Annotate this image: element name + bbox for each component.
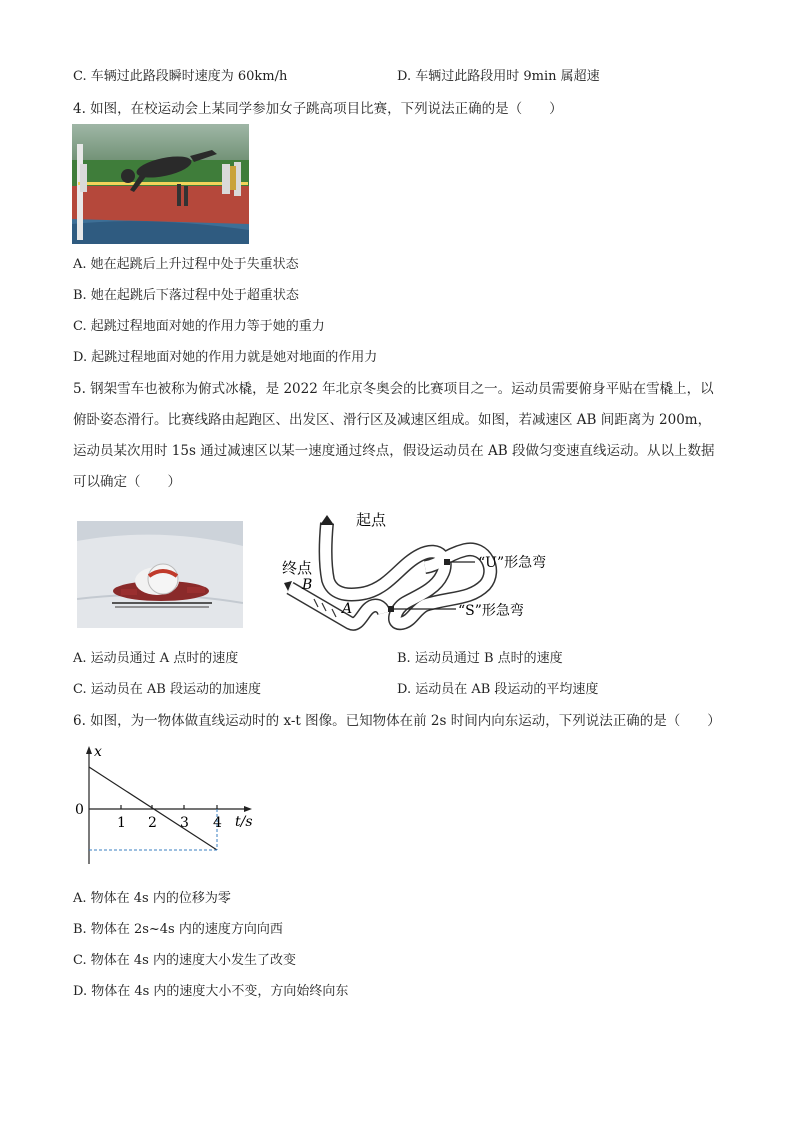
start-label: 起点 — [356, 511, 387, 529]
skeleton-sled-photo — [77, 521, 243, 628]
q5-option-b: B. 运动员通过 B 点时的速度 — [397, 651, 563, 666]
q6-option-d: D. 物体在 4s 内的速度大小不变，方向始终向东 — [73, 984, 349, 999]
skeleton-sled-illustration — [77, 521, 243, 628]
q5-stem-line-3: 运动员某次用时 15s 通过减速区以某一速度通过终点，假设运动员在 AB 段做匀变速直线运动。从以上数据 — [73, 443, 715, 459]
s-turn-label: “S”形急弯 — [458, 603, 524, 619]
tick-label-2: 2 — [148, 815, 157, 831]
y-axis-label: x — [94, 744, 102, 760]
high-jump-photo — [72, 124, 249, 244]
q4-stem: 4. 如图，在校运动会上某同学参加女子跳高项目比赛，下列说法正确的是（ ） — [73, 101, 563, 117]
q4-option-b: B. 她在起跳后下落过程中处于超重状态 — [73, 288, 299, 303]
high-jump-illustration — [72, 124, 249, 244]
q4-option-d: D. 起跳过程地面对她的作用力就是她对地面的作用力 — [73, 350, 378, 365]
end-label: 终点 — [282, 559, 313, 577]
q6-stem: 6. 如图，为一物体做直线运动时的 x-t 图像。已知物体在前 2s 时间内向东运动，下列说法正确的是（ ） — [73, 713, 721, 729]
q4-option-c: C. 起跳过程地面对她的作用力等于她的重力 — [73, 319, 325, 334]
q5-stem-line-2: 俯卧姿态滑行。比赛线路由起跑区、出发区、滑行区及减速区组成。如图，若减速区 AB 间距离为 200m， — [73, 412, 712, 428]
x-axis-label: t/s — [235, 814, 253, 830]
q5-option-a: A. 运动员通过 A 点时的速度 — [73, 651, 239, 666]
q6-option-b: B. 物体在 2s~4s 内的速度方向向西 — [73, 922, 283, 937]
point-b-label: B — [302, 577, 313, 593]
tick-label-3: 3 — [180, 815, 189, 831]
q5-stem-line-1: 5. 钢架雪车也被称为俯式冰橇，是 2022 年北京冬奥会的比赛项目之一。运动员需要俯身平贴在雪橇上，以 — [73, 381, 714, 397]
tick-label-4: 4 — [213, 815, 222, 831]
point-a-label: A — [342, 601, 353, 617]
tick-label-1: 1 — [117, 815, 126, 831]
q5-option-c: C. 运动员在 AB 段运动的加速度 — [73, 682, 261, 697]
sled-track-diagram — [270, 505, 570, 640]
prev-option-c: C. 车辆过此路段瞬时速度为 60km/h — [73, 69, 288, 84]
prev-option-d: D. 车辆过此路段用时 9min 属超速 — [397, 69, 600, 84]
q5-stem-line-4: 可以确定（ ） — [73, 474, 181, 490]
x-t-graph — [72, 742, 262, 870]
origin-label: 0 — [75, 802, 84, 818]
u-turn-label: “U”形急弯 — [478, 555, 547, 571]
q6-option-c: C. 物体在 4s 内的速度大小发生了改变 — [73, 953, 296, 968]
q5-option-d: D. 运动员在 AB 段运动的平均速度 — [397, 682, 599, 697]
q6-option-a: A. 物体在 4s 内的位移为零 — [73, 891, 231, 906]
q4-option-a: A. 她在起跳后上升过程中处于失重状态 — [73, 257, 299, 272]
